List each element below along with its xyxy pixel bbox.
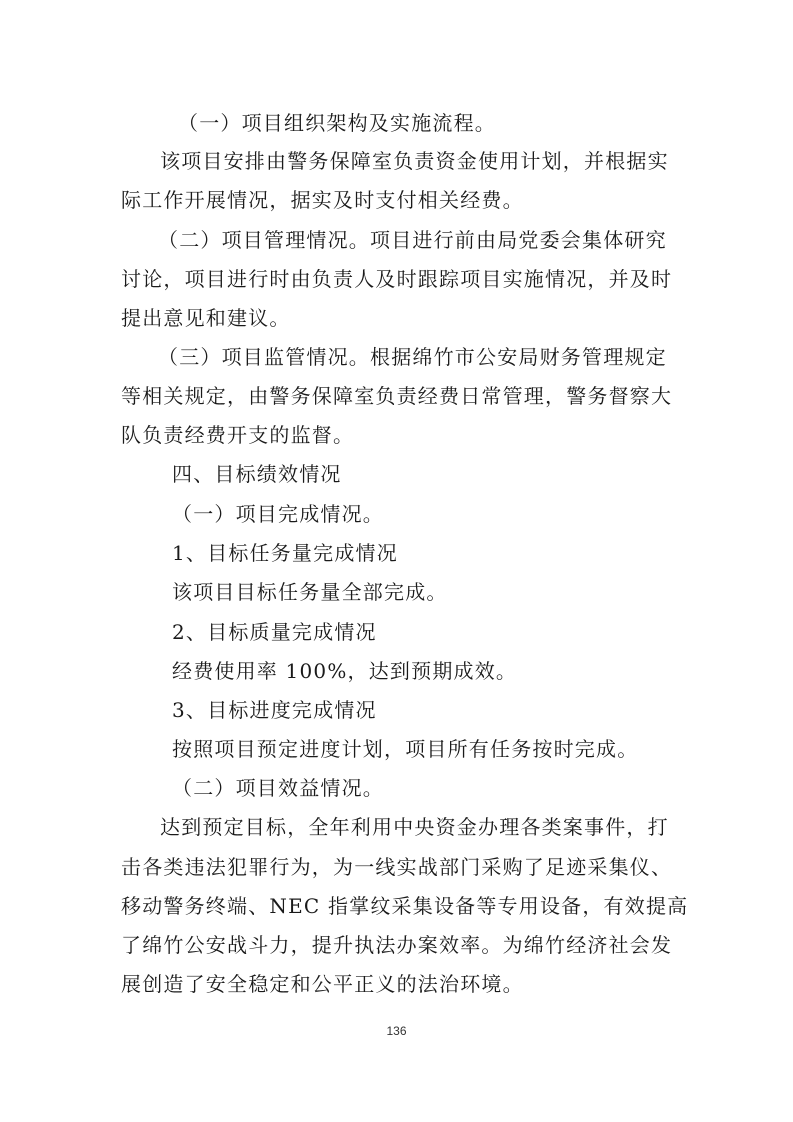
item-heading: 2、目标质量完成情况 xyxy=(172,620,377,644)
paragraph-line: 该项目目标任务量全部完成。 xyxy=(172,580,448,604)
paragraph-line: 按照项目预定进度计划，项目所有任务按时完成。 xyxy=(172,737,639,761)
paragraph-line: （一）项目组织架构及实施流程。 xyxy=(178,111,496,135)
paragraph-line: 队负责经费开支的监督。 xyxy=(121,423,355,447)
item-heading: 3、目标进度完成情况 xyxy=(172,698,377,722)
paragraph-line: 该项目安排由警务保障室负责资金使用计划，并根据实 xyxy=(160,149,669,173)
page-number: 136 xyxy=(386,1024,407,1038)
item-heading: 1、目标任务量完成情况 xyxy=(172,541,398,565)
paragraph-line: 讨论，项目进行时由负责人及时跟踪项目实施情况，并及时 xyxy=(121,267,673,291)
paragraph-line: （三）项目监管情况。根据绵竹市公安局财务管理规定 xyxy=(158,345,667,369)
paragraph-line: 了绵竹公安战斗力，提升执法办案效率。为绵竹经济社会发 xyxy=(121,933,673,957)
section-heading: 四、目标绩效情况 xyxy=(172,462,342,486)
paragraph-line: 际工作开展情况，据实及时支付相关经费。 xyxy=(121,188,524,212)
paragraph-line: 达到预定目标，全年利用中央资金办理各类案事件，打 xyxy=(160,815,669,839)
paragraph-line: 击各类违法犯罪行为，为一线实战部门采购了足迹采集仪、 xyxy=(121,855,673,879)
paragraph-line: 等相关规定，由警务保障室负责经费日常管理，警务督察大 xyxy=(121,384,673,408)
paragraph-line: 移动警务终端、NEC 指掌纹采集设备等专用设备，有效提高 xyxy=(121,894,689,918)
paragraph-line: 经费使用率 100%，达到预期成效。 xyxy=(172,659,518,683)
subsection-heading: （二）项目效益情况。 xyxy=(172,776,384,800)
paragraph-line: 展创造了安全稳定和公平正义的法治环境。 xyxy=(121,972,524,996)
subsection-heading: （一）项目完成情况。 xyxy=(172,502,384,526)
paragraph-line: 提出意见和建议。 xyxy=(121,306,291,330)
paragraph-line: （二）项目管理情况。项目进行前由局党委会集体研究 xyxy=(158,228,667,252)
